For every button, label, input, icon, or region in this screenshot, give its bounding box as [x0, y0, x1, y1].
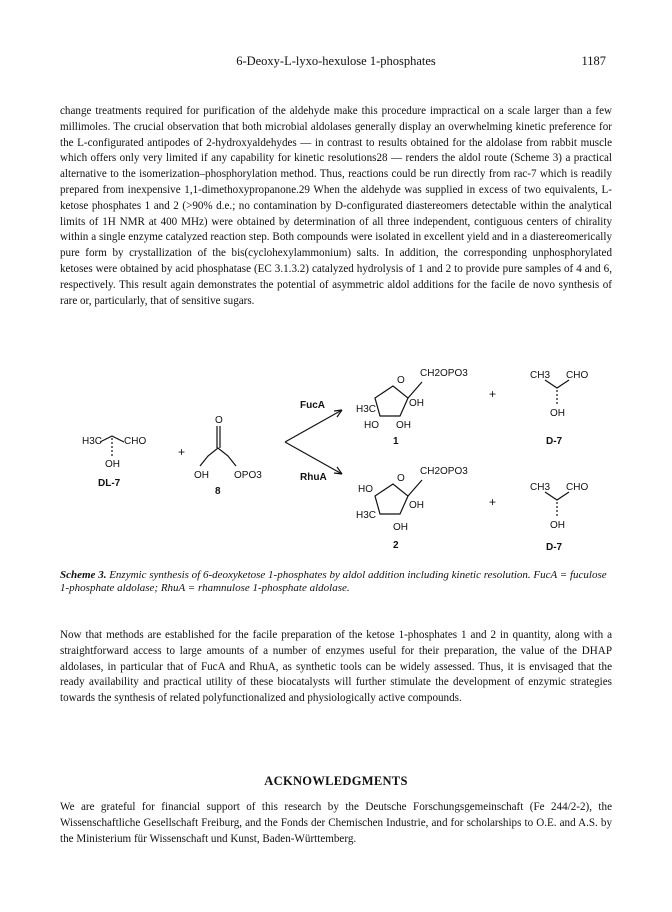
d7-bottom-oh-label: OH	[550, 520, 565, 531]
cmpd2-ch2opo3: CH2OPO3	[420, 466, 468, 477]
dhap-chain	[200, 448, 236, 466]
label-dl7: DL-7	[98, 478, 121, 489]
plus-left: +	[178, 445, 186, 459]
dhap-o: O	[215, 415, 223, 426]
enzyme-fuca: FucA	[300, 400, 325, 411]
arrow-fuca	[285, 410, 342, 442]
dl7-h3c: H3C	[82, 436, 103, 447]
ring-2	[375, 484, 408, 514]
enzyme-rhua: RhuA	[300, 472, 327, 483]
label-d7-bottom: D-7	[546, 542, 563, 553]
cmpd2-oh-bottom: OH	[393, 522, 408, 533]
cmpd1-oh-right: OH	[409, 398, 424, 409]
dhap-carbonyl	[217, 426, 220, 448]
caption-label: Scheme 3.	[60, 569, 107, 581]
d7-top-chain	[545, 380, 569, 388]
label-cmpd8: 8	[215, 486, 221, 497]
d7-top-cho: CHO	[566, 370, 589, 381]
cmpd1-o: O	[397, 375, 405, 386]
caption-text: Enzymic synthesis of 6-deoxyketose 1-phosphates by aldol addition including kinetic resolution. FucA = fuculose 1-phosphate aldolase; RhuA = rhamnulose 1-phosphate aldolase.	[60, 569, 607, 594]
d7-top-oh-label: OH	[550, 408, 565, 419]
body-paragraph-1: change treatments required for purification of the aldehyde make this procedure impractical on a scale larger than a few millimoles. The crucial observation that both microbial aldolases generally display an overwhelming kinetic preference for the L-configurated antipodes of 2-hydroxyaldehydes — in contrast to results obtained for the aldolase from rabbit muscle which offers only very limited if any capability for kinetic resolutions28 — renders the aldol route (Scheme 3) a practical alternative to the isomerization–phosphorylation method. Thus, reactions could be run directly from rac-7 which is readily prepared from inexpensive 1,1-dimethoxypropanone.29 When the aldehyde was supplied in excess of two equivalents, L-ketose phosphates 1 and 2 (>90% d.e.; no contamination by D-configurated diastereomers detectable within the analytical limits of 1H NMR at 400 MHz) were obtained by determination of all three independent, contiguous centers of chirality within a single enzyme catalyzed reaction step. Both compounds were isolated in excellent yield and in a diastereomerically pure form by crystallization of the bis(cyclohexylammonium) salts. In addition, the corresponding unphosphorylated ketoses were obtained by acid phosphatase (EC 3.1.3.2) catalyzed hydrolysis of 1 and 2 to provide pure samples of 4 and 6, respectively. This result again demonstrates the potential of asymmetric aldol additions for the facile de novo synthesis of rare or, particularly, that of sensitive sugars.	[60, 105, 612, 307]
cmpd2-o: O	[397, 473, 405, 484]
cmpd1-oh-bottom: OH	[396, 420, 411, 431]
d7-top-ch3: CH3	[530, 370, 551, 381]
reaction-scheme	[60, 356, 612, 566]
dl7-oh: OH	[105, 459, 120, 470]
cmpd1-h3c: H3C	[356, 404, 377, 415]
ring-2-ch2	[408, 480, 422, 496]
arrow-rhua	[285, 442, 342, 474]
ring-1-ch2	[408, 382, 422, 398]
cmpd1-ho: HO	[364, 420, 379, 431]
label-cmpd1: 1	[393, 436, 399, 447]
cmpd2-oh-right: OH	[409, 500, 424, 511]
dhap-opo3: OPO3	[234, 470, 262, 481]
page-header	[0, 54, 672, 74]
cmpd2-h3c: H3C	[356, 510, 377, 521]
cmpd1-ch2opo3: CH2OPO3	[420, 368, 468, 379]
label-cmpd2: 2	[393, 540, 399, 551]
plus-top: +	[489, 387, 497, 401]
d7-bottom-chain	[545, 492, 569, 500]
dl7-cho: CHO	[124, 436, 147, 447]
running-title: 6-Deoxy-L-lyxo-hexulose 1-phosphates	[236, 54, 436, 68]
scheme-diagram	[60, 356, 612, 566]
cmpd2-ho: HO	[358, 484, 373, 495]
d7-bottom-cho: CHO	[566, 482, 589, 493]
label-d7-top: D-7	[546, 436, 563, 447]
page-number: 1187	[581, 54, 606, 68]
ring-1	[375, 386, 408, 416]
scheme-caption	[60, 569, 612, 595]
dhap-oh: OH	[194, 470, 209, 481]
plus-bottom: +	[489, 495, 497, 509]
acknowledgments-text: We are grateful for financial support of this research by the Deutsche Forschungsgemeinschaft (Fe 244/2-2), the Wissenschaftliche Gesellschaft Freiburg, and the Fonds der Chemischen Industrie, and for scholarships to O.E. and A.S. by the Ministerium für Wissenschaft und Kunst, Baden-Württemberg.	[60, 801, 612, 845]
d7-bottom-ch3: CH3	[530, 482, 551, 493]
acknowledgments-heading: ACKNOWLEDGMENTS	[264, 774, 408, 788]
body-paragraph-2: Now that methods are established for the facile preparation of the ketose 1-phosphates 1 and 2 in quantity, along with a straightforward access to large amounts of a number of enzymes useful for their preparation, the value of the DHAP aldolases, in particular that of FucA and RhuA, as synthetic tools can be widely assessed. Thus, it is envisaged that the ready availability and practical utility of these biocatalysts will further stimulate the development of enzymic strategies towards the synthesis of related polyfunctionalized and physiologically active compounds.	[60, 629, 612, 705]
